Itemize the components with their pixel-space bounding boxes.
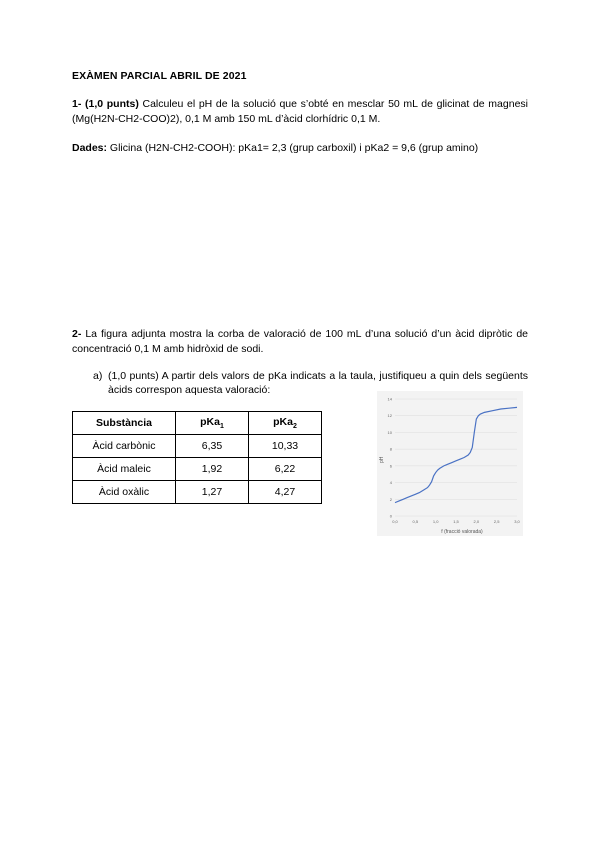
header-substance: Substància	[73, 412, 176, 435]
chart-y-tick-label: 8	[389, 446, 392, 452]
question-2a-text: (1,0 punts) A partir dels valors de pKa indicats a la taula, justifiqueu a quin dels següents àcids correspon aquesta valoració:	[108, 370, 528, 396]
question-1-number: 1- (1,0 punts)	[72, 98, 139, 110]
question-1-data	[72, 141, 528, 156]
chart-x-tick-label: 1,0	[432, 519, 439, 524]
question-1-text: Calculeu el pH de la solució que s’obté en mesclar 50 mL de glicinat de magnesi (Mg(H2N-CH2-COO)2), 0,1 M amb 150 mL d’àcid clorhídric 0,1 M.	[72, 98, 528, 125]
chart-y-tick-label: 14	[387, 396, 392, 402]
chart-y-tick-label: 4	[389, 480, 392, 486]
cell-pka2: 4,27	[249, 481, 322, 504]
question-1	[72, 97, 528, 127]
chart-x-tick-label: 3,0	[514, 519, 520, 524]
chart-y-tick-label: 12	[387, 413, 392, 419]
chart-x-tick-label: 2,5	[493, 519, 500, 524]
chart-y-tick-label: 6	[389, 463, 392, 469]
data-label: Dades:	[72, 142, 108, 154]
exam-title: EXÀMEN PARCIAL ABRIL DE 2021	[72, 70, 247, 82]
header-pka2: pKa$_2$	[249, 412, 322, 435]
table-row	[73, 435, 322, 458]
table-row	[73, 458, 322, 481]
chart-x-label: f (fracció valorada)	[441, 529, 483, 535]
chart-x-tick-label: 0,5	[412, 519, 419, 524]
cell-name: Àcid carbònic	[73, 435, 176, 458]
cell-name: Àcid maleic	[73, 458, 176, 481]
cell-name: Àcid oxàlic	[73, 481, 176, 504]
chart-y-tick-label: 0	[389, 513, 392, 519]
table-row	[73, 481, 322, 504]
chart-x-tick-label: 0,0	[392, 519, 398, 524]
chart-x-tick-label: 2,0	[473, 519, 480, 524]
data-text: Glicina (H2N-CH2-COOH): pKa1= 2,3 (grup carboxil) i pKa2 = 9,6 (grup amino)	[107, 142, 479, 154]
chart-x-tick-label: 1,5	[453, 519, 459, 524]
titration-chart	[377, 391, 523, 536]
question-2-text: La figura adjunta mostra la corba de valoració de 100 mL d’una solució d’un àcid dipròtic de concentració 0,1 M amb hidròxid de sodi.	[72, 328, 528, 355]
table-header-row	[73, 412, 322, 435]
header-pka1: pKa$_1$	[176, 412, 249, 435]
cell-pka2: 10,33	[249, 435, 322, 458]
cell-pka2: 6,22	[249, 458, 322, 481]
chart-y-label: pH	[379, 456, 385, 463]
pka-table	[72, 411, 322, 504]
cell-pka1: 6,35	[176, 435, 249, 458]
question-2a-label: a)	[93, 370, 103, 382]
chart-series-line	[395, 407, 517, 502]
titration-chart-svg	[377, 391, 523, 536]
question-2	[72, 327, 528, 357]
cell-pka1: 1,27	[176, 481, 249, 504]
cell-pka1: 1,92	[176, 458, 249, 481]
question-2-number: 2-	[72, 328, 82, 340]
chart-y-tick-label: 10	[387, 429, 392, 435]
chart-y-tick-label: 2	[389, 496, 392, 502]
